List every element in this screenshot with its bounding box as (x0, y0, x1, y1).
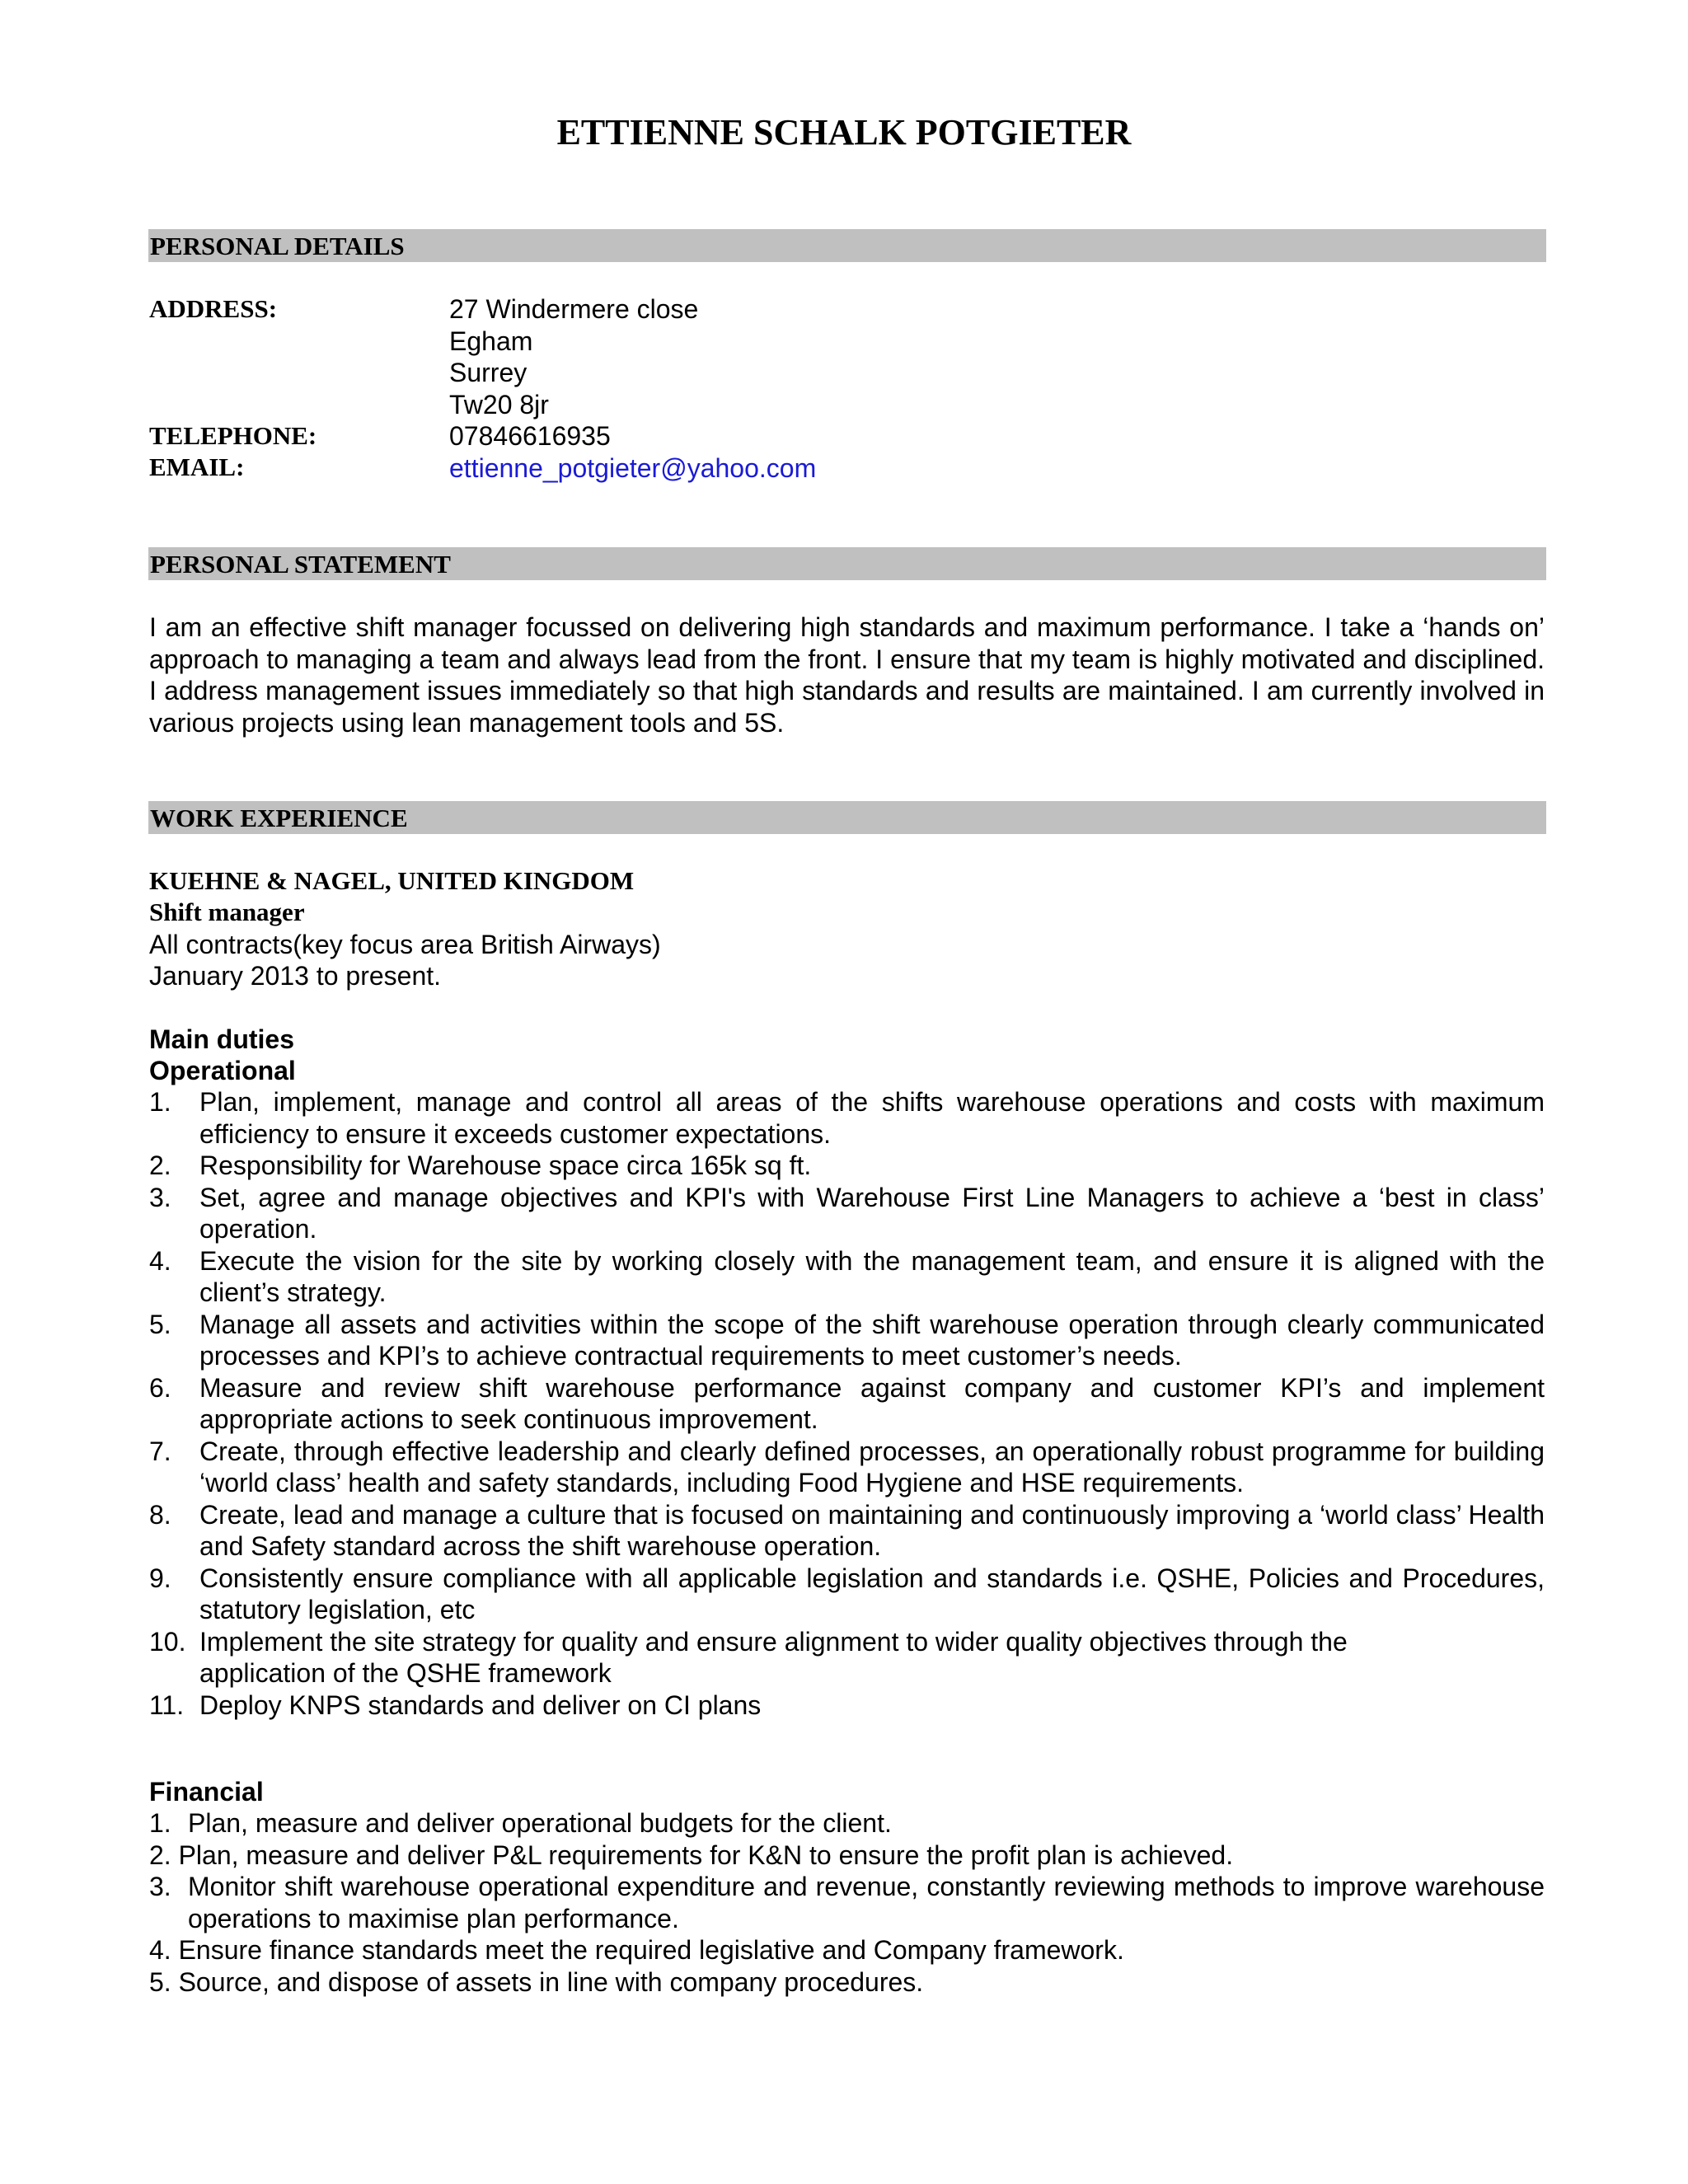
section-heading-personal-statement: PERSONAL STATEMENT (148, 547, 1546, 580)
list-item: 4. Ensure finance standards meet the required legislative and Company framework. (149, 1935, 1124, 1965)
job-contracts: All contracts(key focus area British Airways) (149, 930, 661, 959)
list-item: 6. Measure and review shift warehouse performance against company and customer KPI’s and implement appropriate actions to seek continuous improvement. (149, 1372, 1545, 1434)
operational-duties-list (149, 1086, 1545, 1721)
address-line: Tw20 8jr (449, 389, 549, 419)
job-period: January 2013 to present. (149, 961, 442, 991)
financial-duties-list (149, 1807, 1545, 1998)
list-item: 7. Create, through effective leadership and clearly defined processes, an operationally robust programme for building ‘world class’ health and safety standards, including Food Hygiene and HSE requirements. (149, 1436, 1545, 1497)
address-line: 27 Windermere close (449, 294, 699, 324)
list-item: 3. Set, agree and manage objectives and KPI's with Warehouse First Line Managers to achieve a ‘best in class’ operation. (149, 1182, 1545, 1244)
list-item: 10. Implement the site strategy for quality and ensure alignment to wider quality objectives through the application of the QSHE framework (149, 1626, 1348, 1688)
address-label: ADDRESS: (149, 294, 278, 323)
list-item: 1. Plan, measure and deliver operational budgets for the client. (149, 1808, 892, 1838)
list-item: 9. Consistently ensure compliance with all applicable legislation and standards i.e. QSHE, Policies and Procedures, statutory legislation, etc (149, 1563, 1545, 1624)
list-item: 11. Deploy KNPS standards and deliver on CI plans (149, 1690, 762, 1720)
address-value (449, 293, 816, 484)
list-item: 2. Responsibility for Warehouse space circa 165k sq ft. (149, 1151, 812, 1180)
financial-heading: Financial (149, 1777, 264, 1807)
section-heading-personal-details: PERSONAL DETAILS (148, 229, 1546, 262)
company-name: KUEHNE & NAGEL, UNITED KINGDOM (149, 866, 635, 895)
list-item: 2. Plan, measure and deliver P&L requirements for K&N to ensure the profit plan is achieved. (149, 1840, 1234, 1870)
telephone-value: 07846616935 (449, 421, 611, 451)
personal-statement-text: I am an effective shift manager focussed on delivering high standards and maximum performance. I take a ‘hands on’ approach to managing a team and always lead from the front. I ensure that my team is highly motivated and disciplined. I address management issues immediately so that high standards and results are maintained. I am currently involved in various projects using lean management tools and 5S. (149, 612, 1545, 738)
operational-heading: Operational (149, 1056, 296, 1085)
section-heading-work-experience: WORK EXPERIENCE (148, 801, 1546, 834)
telephone-label: TELEPHONE: (149, 421, 317, 450)
page-title: ETTIENNE SCHALK POTGIETER (556, 112, 1132, 152)
list-item: 3. Monitor shift warehouse operational expenditure and revenue, constantly reviewing methods to improve warehouse operations to maximise plan performance. (149, 1872, 1545, 1933)
address-line: Surrey (449, 358, 528, 387)
list-item: 5. Manage all assets and activities within the scope of the shift warehouse operation through clearly communicated processes and KPI’s to achieve contractual requirements to meet customer’s needs. (149, 1309, 1545, 1371)
job-title: Shift manager (149, 898, 305, 926)
main-duties-heading: Main duties (149, 1024, 295, 1054)
email-label: EMAIL: (149, 452, 245, 481)
list-item: 4. Execute the vision for the site by working closely with the management team, and ensure it is aligned with the client’s strategy. (149, 1245, 1545, 1307)
list-item: 1. Plan, implement, manage and control all areas of the shifts warehouse operations and costs with maximum efficiency to ensure it exceeds customer expectations. (149, 1087, 1545, 1149)
address-line: Egham (449, 326, 533, 356)
list-item: 5. Source, and dispose of assets in line with company procedures. (149, 1966, 924, 1997)
list-item: 8. Create, lead and manage a culture that is focused on maintaining and continuously improving a ‘world class’ Health and Safety standard across the shift warehouse operation. (149, 1499, 1545, 1561)
email-link[interactable]: ettienne_potgieter@yahoo.com (449, 452, 817, 483)
